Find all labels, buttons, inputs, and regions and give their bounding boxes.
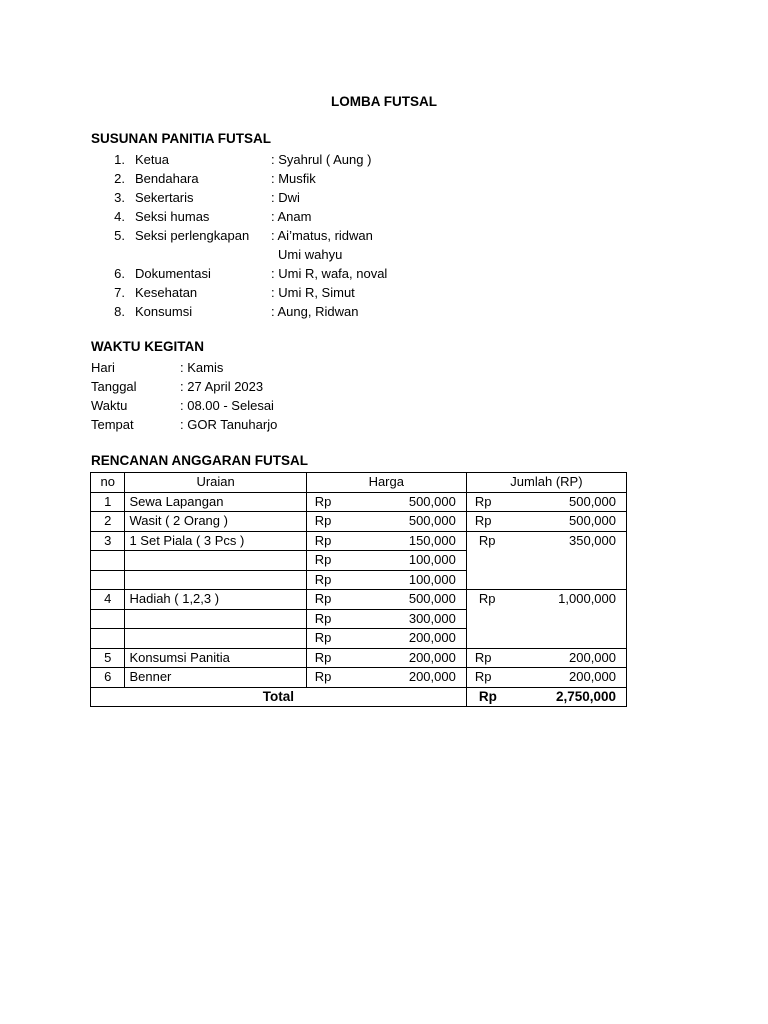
total-value: 1,000,000 [511, 590, 627, 649]
budget-table [90, 472, 627, 707]
price-currency: Rp [306, 590, 350, 610]
grand-total-value: 2,750,000 [511, 687, 627, 707]
schedule-heading: WAKTU KEGITAN [91, 339, 204, 354]
grand-total-currency: Rp [466, 687, 510, 707]
list-item [91, 226, 491, 245]
schedule-row [91, 396, 491, 415]
member-names: : Umi R, Simut [271, 285, 355, 300]
list-item [91, 207, 491, 226]
price-currency: Rp [306, 492, 350, 512]
role-label: Bendahara [135, 171, 199, 186]
total-currency: Rp [466, 668, 510, 688]
price-value: 300,000 [351, 609, 467, 629]
row-description [125, 629, 306, 649]
schedule-value: : GOR Tanuharjo [180, 417, 278, 432]
price-value: 200,000 [351, 648, 467, 668]
schedule-list [91, 358, 491, 434]
list-item [91, 169, 491, 188]
row-no: 2 [91, 512, 125, 532]
row-description [125, 609, 306, 629]
price-currency: Rp [306, 668, 350, 688]
role-label: Seksi humas [135, 209, 210, 224]
member-names: : Musfik [271, 171, 316, 186]
table-header-row [91, 473, 627, 493]
list-item [91, 150, 491, 169]
row-no: 4 [91, 590, 125, 610]
item-number: 7. [114, 285, 125, 300]
list-item [91, 264, 491, 283]
price-currency: Rp [306, 648, 350, 668]
price-value: 100,000 [351, 551, 467, 571]
total-value: 350,000 [511, 531, 627, 590]
list-item [91, 188, 491, 207]
item-number: 8. [114, 304, 125, 319]
role-label: Ketua [135, 152, 169, 167]
member-names: : Syahrul ( Aung ) [271, 152, 372, 167]
total-label: Total [91, 687, 467, 707]
row-no [91, 551, 125, 571]
price-value: 200,000 [351, 668, 467, 688]
total-currency: Rp [466, 590, 510, 649]
total-value: 200,000 [511, 668, 627, 688]
row-no: 5 [91, 648, 125, 668]
role-label: Seksi perlengkapan [135, 228, 250, 243]
member-names: : Aung, Ridwan [271, 304, 359, 319]
row-description: Konsumsi Panitia [125, 648, 306, 668]
row-no [91, 629, 125, 649]
row-description [125, 570, 306, 590]
row-description: 1 Set Piala ( 3 Pcs ) [125, 531, 306, 551]
row-description: Hadiah ( 1,2,3 ) [125, 590, 306, 610]
total-currency: Rp [466, 648, 510, 668]
schedule-label: Waktu [91, 398, 128, 413]
role-label: Kesehatan [135, 285, 198, 300]
document-title: LOMBA FUTSAL [331, 94, 437, 109]
list-item [91, 302, 491, 321]
schedule-label: Hari [91, 360, 115, 375]
header-no: no [91, 473, 125, 493]
table-row [91, 590, 627, 610]
price-value: 150,000 [351, 531, 467, 551]
table-row [91, 668, 627, 688]
member-names: : Anam [271, 209, 312, 224]
total-currency: Rp [466, 492, 510, 512]
price-value: 100,000 [351, 570, 467, 590]
item-number: 2. [114, 171, 125, 186]
schedule-value: : Kamis [180, 360, 224, 375]
member-names: : Umi R, wafa, noval [271, 266, 388, 281]
table-row [91, 648, 627, 668]
role-label: Konsumsi [135, 304, 193, 319]
schedule-row [91, 358, 491, 377]
table-total-row [91, 687, 627, 707]
row-description [125, 551, 306, 571]
total-value: 200,000 [511, 648, 627, 668]
price-currency: Rp [306, 629, 350, 649]
item-number: 6. [114, 266, 125, 281]
item-number: 3. [114, 190, 125, 205]
total-value: 500,000 [511, 512, 627, 532]
total-currency: Rp [466, 531, 510, 590]
price-value: 500,000 [351, 512, 467, 532]
item-number: 4. [114, 209, 125, 224]
row-no: 3 [91, 531, 125, 551]
price-value: 200,000 [351, 629, 467, 649]
schedule-value: : 27 April 2023 [180, 379, 264, 394]
list-item-continuation [91, 245, 491, 264]
row-no: 1 [91, 492, 125, 512]
member-names: : Dwi [271, 190, 300, 205]
schedule-row [91, 415, 491, 434]
table-row [91, 531, 627, 551]
schedule-value: : 08.00 - Selesai [180, 398, 274, 413]
schedule-label: Tanggal [91, 379, 137, 394]
price-currency: Rp [306, 531, 350, 551]
row-no [91, 609, 125, 629]
budget-heading: RENCANAN ANGGARAN FUTSAL [91, 453, 308, 468]
total-currency: Rp [466, 512, 510, 532]
row-no: 6 [91, 668, 125, 688]
table-row [91, 512, 627, 532]
total-value: 500,000 [511, 492, 627, 512]
role-label: Sekertaris [135, 190, 194, 205]
price-currency: Rp [306, 609, 350, 629]
price-currency: Rp [306, 570, 350, 590]
price-currency: Rp [306, 551, 350, 571]
price-currency: Rp [306, 512, 350, 532]
committee-heading: SUSUNAN PANITIA FUTSAL [91, 131, 271, 146]
role-label: Dokumentasi [135, 266, 211, 281]
list-item [91, 283, 491, 302]
row-description: Benner [125, 668, 306, 688]
row-description: Wasit ( 2 Orang ) [125, 512, 306, 532]
member-names-continued: Umi wahyu [278, 247, 343, 262]
committee-list [91, 150, 491, 321]
table-row [91, 492, 627, 512]
header-price: Harga [306, 473, 466, 493]
price-value: 500,000 [351, 492, 467, 512]
header-description: Uraian [125, 473, 306, 493]
row-no [91, 570, 125, 590]
item-number: 5. [114, 228, 125, 243]
header-total: Jumlah (RP) [466, 473, 626, 493]
schedule-row [91, 377, 491, 396]
row-description: Sewa Lapangan [125, 492, 306, 512]
price-value: 500,000 [351, 590, 467, 610]
item-number: 1. [114, 152, 125, 167]
member-names: : Ai’matus, ridwan [271, 228, 373, 243]
schedule-label: Tempat [91, 417, 134, 432]
